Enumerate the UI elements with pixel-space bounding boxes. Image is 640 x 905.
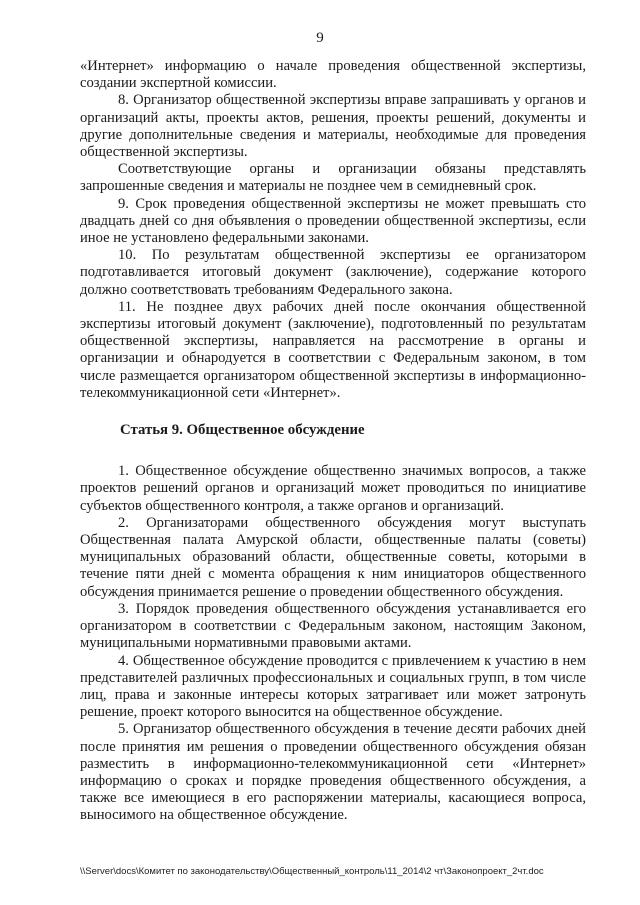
paragraph-item-10: 10. По результатам общественной экспертизы ее организатором подготавливается итоговый документ (заключение), содержание которого должно соответствовать требованиям Федерального закона. — [80, 247, 586, 298]
article-paragraph-3: 3. Порядок проведения общественного обсуждения устанавливается его организатором в соответствии с Федеральным законом, настоящим Законом, муниципальными нормативными правовыми актами. — [80, 600, 586, 652]
paragraph-item-9: 9. Срок проведения общественной экспертизы не может превышать сто двадцать дней со дня объявления о проведении общественной экспертизы, если иное не установлено федеральными законами. — [80, 195, 586, 247]
page-number: 9 — [316, 30, 324, 46]
paragraph-continuation: «Интернет» информацию о начале проведения общественной экспертизы, создании экспертной комиссии. — [80, 58, 586, 92]
spacer — [80, 402, 586, 422]
paragraph-item-8-obligation: Соответствующие органы и организации обязаны представлять запрошенные сведения и материалы не позднее чем в семидневный срок. — [80, 161, 586, 195]
document-body — [80, 58, 586, 825]
spacer — [80, 439, 586, 463]
article-paragraph-4: 4. Общественное обсуждение проводится с привлечением к участию в нем представителей различных профессиональных и социальных групп, в том числе лиц, права и законные интересы которых затрагивает или может затронуть решение, проект которого выносится на общественное обсуждение. — [80, 652, 586, 721]
article-paragraph-1: 1. Общественное обсуждение общественно значимых вопросов, а также проектов решений органов и организаций может проводиться по инициативе субъектов общественного контроля, а также органов и организаций. — [80, 463, 586, 514]
article-paragraph-5: 5. Организатор общественного обсуждения в течение десяти рабочих дней после принятия им решения о проведении общественного обсуждения обязан разместить в информационно-телекоммуникационной сети «Интернет» информацию о сроках и порядке проведения общественного обсуждения, а также все имеющиеся в его распоряжении материалы, касающиеся вопроса, выносимого на общественное обсуждение. — [80, 721, 586, 824]
article-paragraph-2: 2. Организаторами общественного обсуждения могут выступать Общественная палата Амурской области, общественные палаты (советы) муниципальных образований области, общественные советы, которыми в течение пяти дней с момента обращения к ним инициаторов общественного обсуждения принимается решение о проведении общественного обсуждения. — [80, 514, 586, 600]
file-path-footer: \\Server\docs\Комитет по законодательству\Общественный_контроль\11_2014\2 чт\Законопроект_2чт.doc — [80, 866, 544, 877]
article-heading: Статья 9. Общественное обсуждение — [120, 422, 365, 439]
paragraph-item-11: 11. Не позднее двух рабочих дней после окончания общественной экспертизы итоговый документ (заключение), подготовленный по результатам общественной экспертизы, направляется на рассмотрение в органы и организации и обнародуется в соответствии с Федеральным законом, в том числе размещается организатором общественной экспертизы в информационно-телекоммуникационной сети «Интернет». — [80, 298, 586, 401]
paragraph-item-8: 8. Организатор общественной экспертизы вправе запрашивать у органов и организаций акты, проекты актов, решения, проекты решений, документы и другие дополнительные сведения и материалы, необходимые для проведения общественной экспертизы. — [80, 92, 586, 161]
